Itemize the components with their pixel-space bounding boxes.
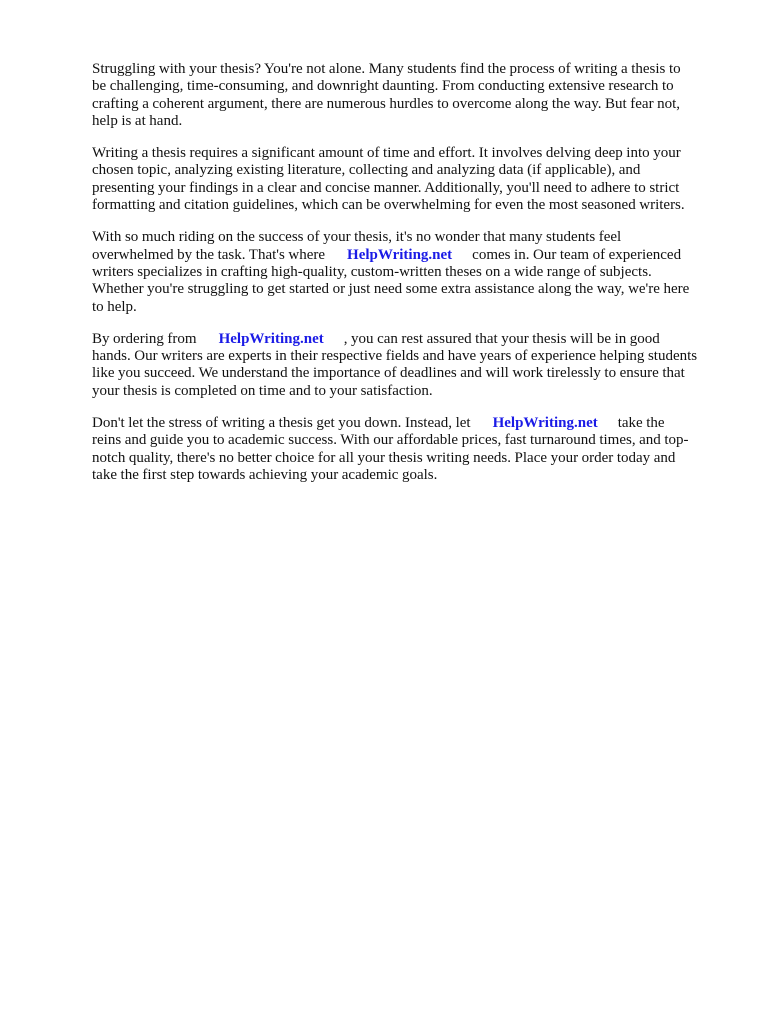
text-line: With so much riding on the success of your thesis, it's no wonder that many students feel xyxy=(92,229,622,246)
text-line-with-link xyxy=(92,247,724,264)
text-segment: overwhelmed by the task. That's where xyxy=(92,246,326,263)
paragraph-service xyxy=(92,229,724,315)
text-line: be challenging, time-consuming, and downright daunting. From conducting extensive research to xyxy=(92,78,674,95)
text-segment: By ordering from xyxy=(92,330,197,347)
text-line: to help. xyxy=(92,298,137,315)
text-line: presenting your findings in a clear and concise manner. Additionally, you'll need to adhere to strict xyxy=(92,179,680,196)
text-line: writers specializes in crafting high-quality, custom-written theses on a wide range of subjects. xyxy=(92,263,652,280)
text-line-with-link xyxy=(92,415,724,432)
text-line: Writing a thesis requires a significant amount of time and effort. It involves delving deep into your xyxy=(92,145,681,162)
paragraph-closing xyxy=(92,415,724,484)
text-line: formatting and citation guidelines, which can be overwhelming for even the most seasoned writers. xyxy=(92,197,685,214)
text-line: Whether you're struggling to get started or just need some extra assistance along the way, we're here xyxy=(92,281,690,298)
text-line: your thesis is completed on time and to your satisfaction. xyxy=(92,382,433,399)
helpwriting-link[interactable]: HelpWriting.net xyxy=(492,415,598,432)
text-segment: , you can rest assured that your thesis will be in good xyxy=(343,330,660,347)
text-segment: take the xyxy=(617,415,665,432)
text-line: crafting a coherent argument, there are numerous hurdles to overcome along the way. But fear not, xyxy=(92,95,681,112)
text-line: like you succeed. We understand the importance of deadlines and will work tirelessly to ensure that xyxy=(92,365,685,382)
text-line: notch quality, there's no better choice for all your thesis writing needs. Place your order today and xyxy=(92,449,676,466)
text-line: take the first step towards achieving your academic goals. xyxy=(92,466,438,483)
paragraph-intro xyxy=(92,61,724,130)
helpwriting-link[interactable]: HelpWriting.net xyxy=(347,246,453,263)
text-line: reins and guide you to academic success. With our affordable prices, fast turnaround times, and top- xyxy=(92,432,689,449)
text-line-with-link xyxy=(92,331,724,348)
text-segment: comes in. Our team of experienced xyxy=(472,246,682,263)
text-line: Struggling with your thesis? You're not alone. Many students find the process of writing a thesis to xyxy=(92,61,681,77)
text-segment: Don't let the stress of writing a thesis get you down. Instead, let xyxy=(92,415,471,432)
paragraph-ordering xyxy=(92,331,724,400)
helpwriting-link[interactable]: HelpWriting.net xyxy=(218,330,324,347)
text-line: help is at hand. xyxy=(92,112,183,129)
text-line: chosen topic, analyzing existing literature, collecting and analyzing data (if applicable), and xyxy=(92,162,641,179)
paragraph-requirements xyxy=(92,145,724,214)
document-page xyxy=(92,61,724,499)
text-line: hands. Our writers are experts in their respective fields and have years of experience helping students xyxy=(92,348,698,365)
